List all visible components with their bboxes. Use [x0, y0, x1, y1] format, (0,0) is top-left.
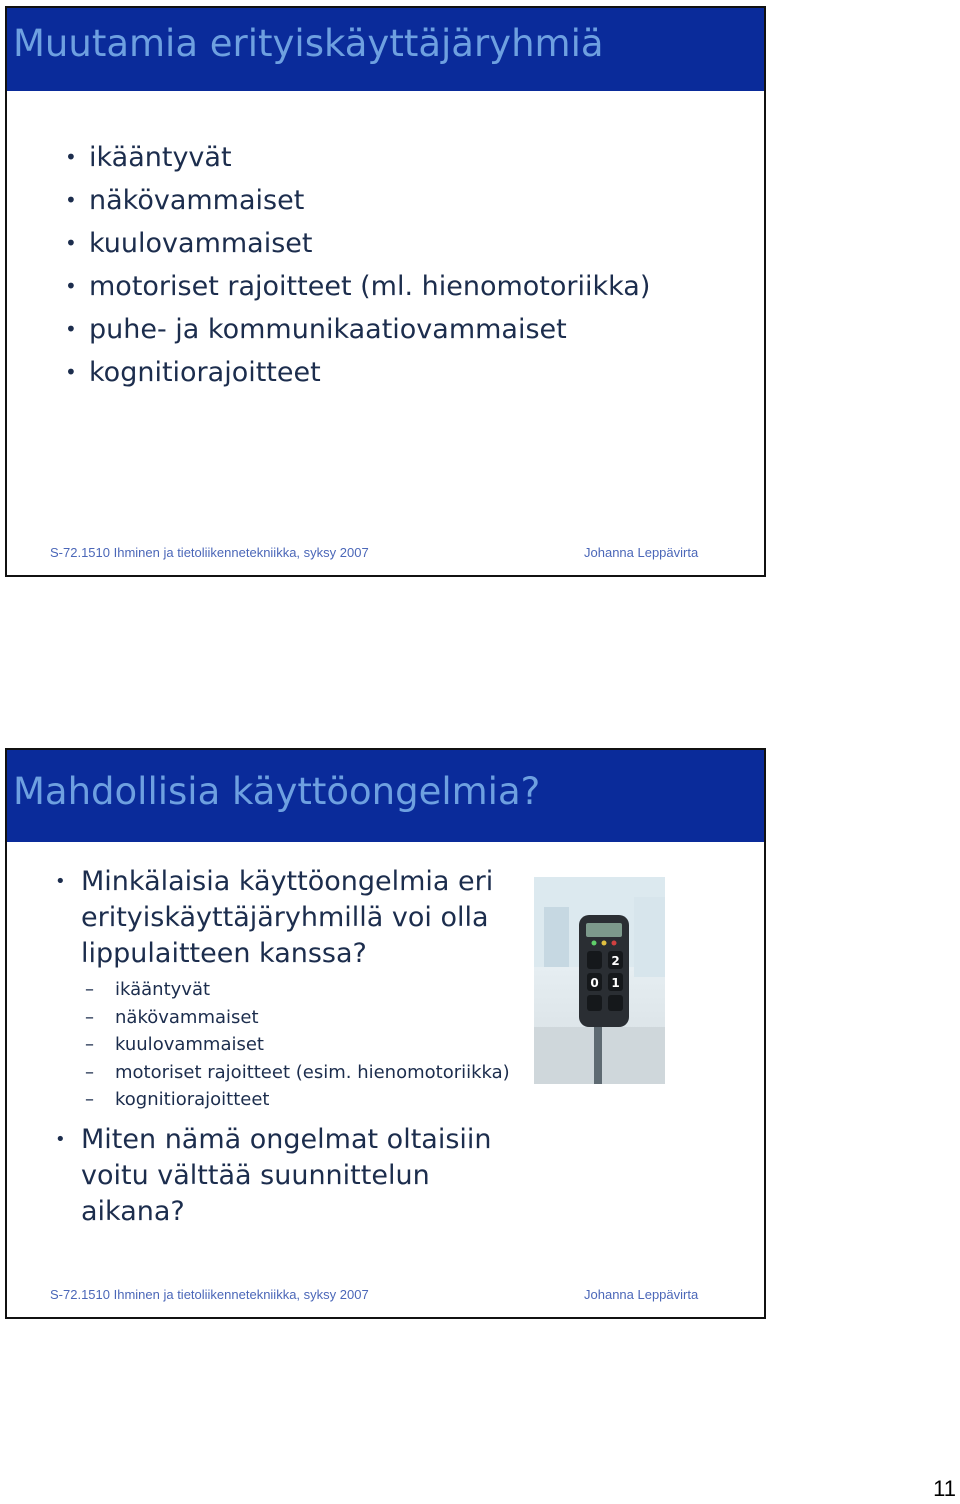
sub-bullet-item: – näkövammaiset — [81, 1004, 535, 1032]
status-led-icon — [612, 941, 617, 946]
bullet-item: • kognitiorajoitteet — [65, 351, 650, 394]
device-key-label: 2 — [611, 954, 620, 968]
sub-bullet-item: – ikääntyvät — [81, 976, 535, 1004]
device-key — [587, 995, 602, 1011]
bullet-item: • puhe- ja kommunikaatiovammaiset — [65, 308, 650, 351]
status-led-icon — [592, 941, 597, 946]
device-screen — [586, 923, 622, 937]
footer-author: Johanna Leppävirta — [584, 1287, 699, 1302]
sub-bullet-list — [81, 976, 535, 1114]
bullet-list — [65, 136, 650, 394]
slide-2 — [5, 748, 766, 1319]
background-window — [544, 907, 569, 967]
device-key — [587, 951, 602, 969]
sub-bullet-item: – motoriset rajoitteet (esim. hienomotoriikka) — [81, 1059, 535, 1087]
device-key — [608, 995, 623, 1011]
footer-author: Johanna Leppävirta — [584, 545, 699, 560]
device-key-label: 0 — [590, 976, 599, 990]
slide-title: Muutamia erityiskäyttäjäryhmiä — [13, 22, 604, 65]
bullet-item: • ikääntyvät — [65, 136, 650, 179]
bullet-item: • kuulovammaiset — [65, 222, 650, 265]
ticket-device-illustration — [534, 877, 665, 1084]
ticket-device-photo — [534, 877, 665, 1084]
slide-title-bar — [7, 750, 764, 842]
sub-bullet-item: – kuulovammaiset — [81, 1031, 535, 1059]
slide-title-bar — [7, 8, 764, 91]
question-bullet: • Minkälaisia käyttöongelmia eri erityiskäyttäjäryhmillä voi olla lippulaitteen kanssa? — [55, 864, 535, 972]
bullet-item: • näkövammaiset — [65, 179, 650, 222]
footer-course: S-72.1510 Ihminen ja tietoliikennetekniikka, syksy 2007 — [50, 1287, 369, 1302]
device-pole — [594, 1017, 602, 1084]
status-led-icon — [602, 941, 607, 946]
slide-content — [55, 864, 535, 1230]
device-key-label: 1 — [611, 976, 620, 990]
bullet-item: • motoriset rajoitteet (ml. hienomotoriikka) — [65, 265, 650, 308]
footer-course: S-72.1510 Ihminen ja tietoliikennetekniikka, syksy 2007 — [50, 545, 369, 560]
slide-1 — [5, 6, 766, 577]
background-window — [634, 897, 665, 977]
question-bullet: • Miten nämä ongelmat oltaisiin voitu välttää suunnittelun aikana? — [55, 1122, 535, 1230]
slide-title: Mahdollisia käyttöongelmia? — [13, 770, 541, 813]
page-number: 11 — [933, 1476, 956, 1501]
sub-bullet-item: – kognitiorajoitteet — [81, 1086, 535, 1114]
